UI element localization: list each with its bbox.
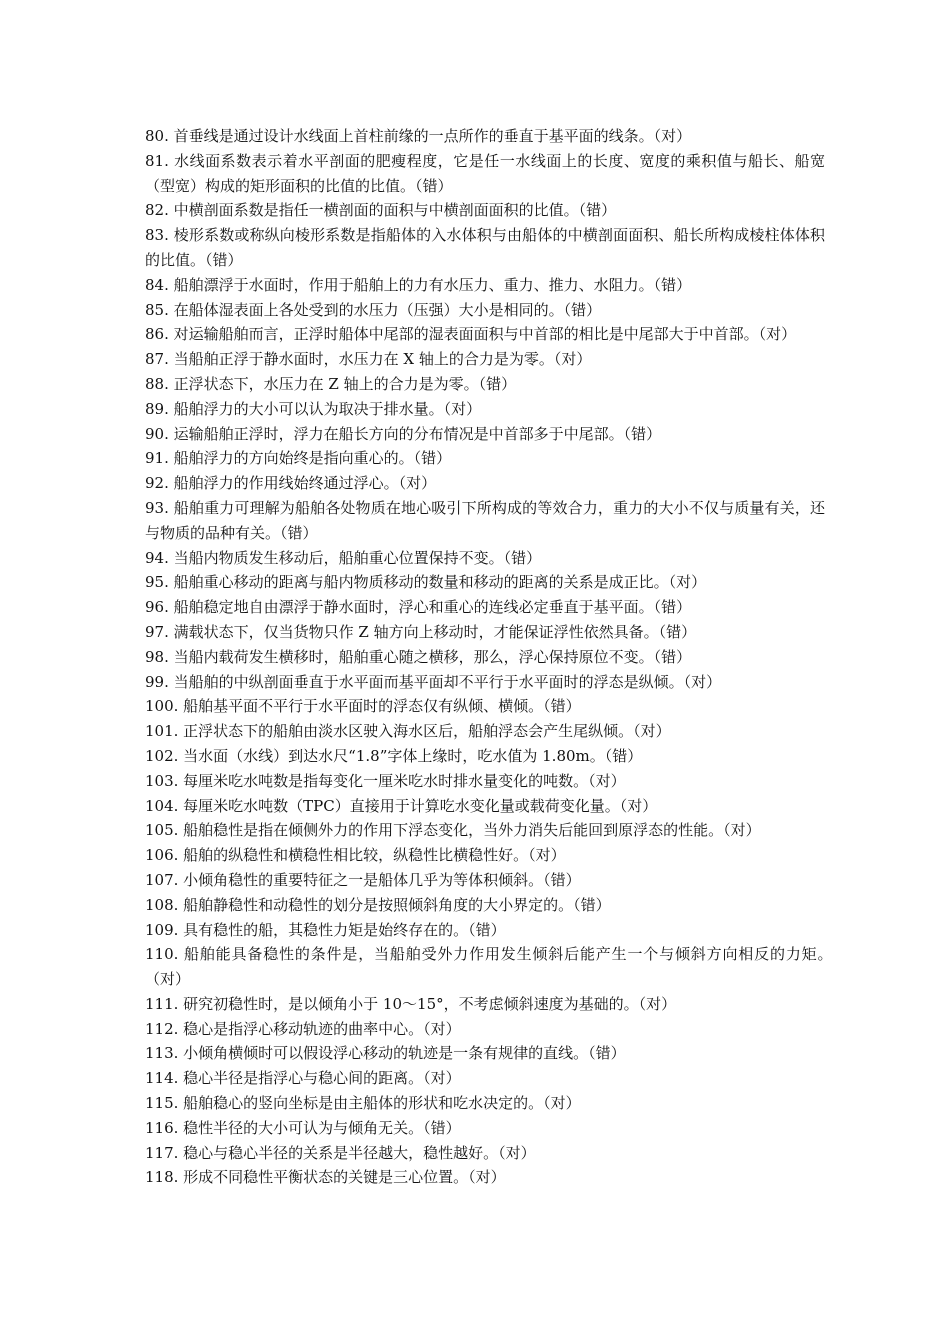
question-item: 93. 船舶重力可理解为船舶各处物质在地心吸引下所构成的等效合力，重力的大小不仅与质量有关，还与物质的品种有关。（错） bbox=[145, 498, 825, 542]
question-item: 110. 船舶能具备稳性的条件是，当船舶受外力作用发生倾斜后能产生一个与倾斜方向相反的力矩。 （对） bbox=[145, 945, 886, 989]
question-item: 111. 研究初稳性时，是以倾角小于 10～15°，不考虑倾斜速度为基础的。（对） bbox=[145, 994, 677, 1013]
question-item: 101. 正浮状态下的船舶由淡水区驶入海水区后，船舶浮态会产生尾纵倾。（对） bbox=[145, 722, 671, 741]
question-item: 104. 每厘米吃水吨数（TPC）直接用于计算吃水变化量或载荷变化量。（对） bbox=[145, 796, 658, 815]
question-item: 103. 每厘米吃水吨数是指每变化一厘米吃水时排水量变化的吨数。（对） bbox=[145, 771, 626, 790]
question-item: 107. 小倾角稳性的重要特征之一是船体几乎为等体积倾斜。（错） bbox=[145, 870, 581, 889]
question-item: 92. 船舶浮力的作用线始终通过浮心。（对） bbox=[145, 474, 437, 493]
question-item: 112. 稳心是指浮心移动轨迹的曲率中心。（对） bbox=[145, 1019, 461, 1038]
question-item: 109. 具有稳性的船，其稳性力矩是始终存在的。（错） bbox=[145, 920, 506, 939]
question-item: 88. 正浮状态下，水压力在 Z 轴上的合力是为零。（错） bbox=[145, 374, 517, 393]
question-item: 80. 首垂线是通过设计水线面上首柱前缘的一点所作的垂直于基平面的线条。（对） bbox=[145, 127, 692, 145]
question-item: 106. 船舶的纵稳性和横稳性相比较，纵稳性比横稳性好。（对） bbox=[145, 846, 566, 865]
question-item: 83. 棱形系数或称纵向棱形系数是指船体的入水体积与由船体的中横剖面面积、船长所构成棱柱体体积的比值。（错） bbox=[145, 226, 825, 269]
question-item: 85. 在船体湿表面上各处受到的水压力（压强）大小是相同的。（错） bbox=[145, 300, 602, 319]
question-item: 105. 船舶稳性是指在倾侧外力的作用下浮态变化，当外力消失后能回到原浮态的性能。（对） bbox=[145, 821, 761, 840]
question-item: 90. 运输船舶正浮时，浮力在船长方向的分布情况是中首部多于中尾部。（错） bbox=[145, 424, 662, 443]
question-item: 91. 船舶浮力的方向始终是指向重心的。（错） bbox=[145, 449, 452, 468]
question-item: 99. 当船舶的中纵剖面垂直于水平面而基平面却不平行于水平面时的浮态是纵倾。（对） bbox=[145, 672, 722, 691]
question-item: 84. 船舶漂浮于水面时，作用于船舶上的力有水压力、重力、推力、水阻力。（错） bbox=[145, 275, 692, 294]
question-item: 87. 当船舶正浮于静水面时，水压力在 X 轴上的合力是为零。（对） bbox=[145, 350, 592, 369]
question-item: 94. 当船内物质发生移动后，船舶重心位置保持不变。（错） bbox=[145, 548, 542, 567]
question-item: 96. 船舶稳定地自由漂浮于静水面时，浮心和重心的连线必定垂直于基平面。（错） bbox=[145, 598, 692, 617]
question-item: 116. 稳性半径的大小可认为与倾角无关。（错） bbox=[145, 1118, 461, 1137]
question-item: 82. 中横剖面系数是指任一横剖面的面积与中横剖面面积的比值。（错） bbox=[145, 201, 617, 220]
question-item: 97. 满载状态下，仅当货物只作 Z 轴方向上移动时，才能保证浮性依然具备。（错） bbox=[145, 622, 697, 641]
question-item: 81. 水线面系数表示着水平剖面的肥瘦程度，它是任一水线面上的长度、宽度的乘积值与船长、船宽（型宽）构成的矩形面积的比值的比值。（错） bbox=[145, 151, 825, 195]
question-item: 108. 船舶静稳性和动稳性的划分是按照倾斜角度的大小界定的。（错） bbox=[145, 895, 611, 914]
question-item: 102. 当水面（水线）到达水尺“1.8”字体上缘时，吃水值为 1.80m。（错） bbox=[145, 746, 643, 765]
question-item: 117. 稳心与稳心半径的关系是半径越大，稳性越好。（对） bbox=[145, 1143, 536, 1162]
question-item: 114. 稳心半径是指浮心与稳心间的距离。（对） bbox=[145, 1069, 461, 1088]
question-item: 98. 当船内载荷发生横移时，船舶重心随之横移，那么，浮心保持原位不变。（错） bbox=[145, 647, 692, 666]
question-item: 100. 船舶基平面不平行于水平面时的浮态仅有纵倾、横倾。（错） bbox=[145, 697, 581, 716]
question-item: 113. 小倾角横倾时可以假设浮心移动的轨迹是一条有规律的直线。（错） bbox=[145, 1044, 626, 1063]
document-body bbox=[145, 124, 886, 1190]
question-item: 86. 对运输船舶而言，正浮时船体中尾部的湿表面面积与中首部的相比是中尾部大于中首部。（对） bbox=[145, 325, 797, 344]
question-item: 95. 船舶重心移动的距离与船内物质移动的数量和移动的距离的关系是成正比。（对） bbox=[145, 573, 707, 592]
question-item: 118. 形成不同稳性平衡状态的关键是三心位置。（对） bbox=[145, 1168, 506, 1187]
question-item: 89. 船舶浮力的大小可以认为取决于排水量。（对） bbox=[145, 399, 482, 418]
question-item: 115. 船舶稳心的竖向坐标是由主船体的形状和吃水决定的。（对） bbox=[145, 1094, 581, 1113]
